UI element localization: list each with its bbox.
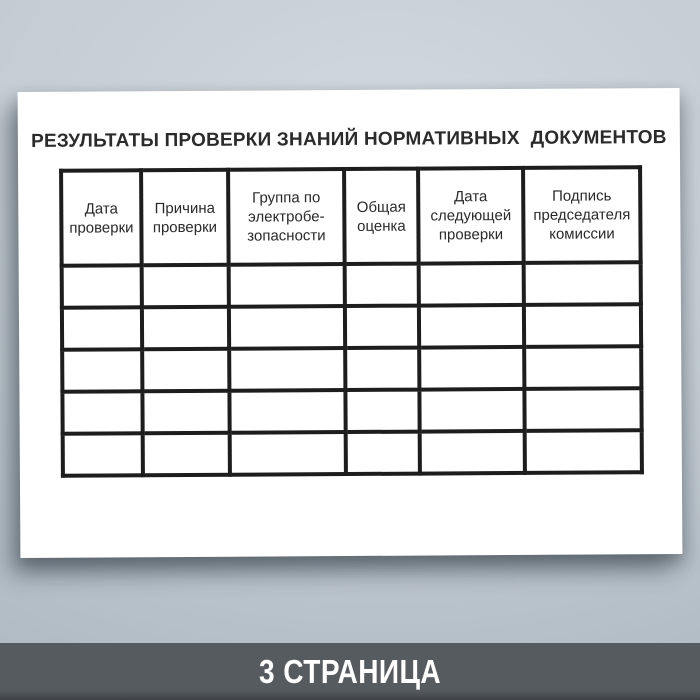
empty-cell: [420, 431, 525, 474]
column-header-chair-signature: Подпись председателя комиссии: [523, 167, 641, 263]
footer-banner: [0, 643, 700, 700]
table-header-row: [61, 167, 641, 266]
empty-cell: [525, 430, 642, 473]
column-header-next-check-date: Дата следующей проверки: [418, 168, 524, 264]
empty-cell: [229, 348, 345, 391]
empty-cell: [63, 433, 143, 475]
empty-cell: [419, 305, 524, 348]
empty-cell: [62, 349, 142, 391]
empty-cell: [62, 265, 142, 307]
empty-cell: [345, 264, 419, 306]
empty-cell: [142, 265, 229, 308]
empty-cell: [62, 391, 142, 433]
column-header-overall-grade: Общая оценка: [344, 169, 419, 264]
empty-cell: [142, 391, 229, 434]
table-row: [62, 262, 641, 308]
table-row: [62, 304, 641, 350]
document-sheet: [18, 88, 683, 558]
empty-cell: [346, 432, 420, 474]
table-body: [62, 262, 642, 476]
empty-cell: [345, 306, 419, 348]
empty-cell: [142, 307, 229, 350]
empty-cell: [524, 304, 641, 347]
empty-cell: [524, 262, 641, 305]
page-number-label: 3 СТРАНИЦА: [258, 652, 442, 690]
empty-cell: [419, 347, 524, 390]
column-header-check-date: Дата проверки: [61, 170, 142, 265]
table-row: [62, 346, 641, 392]
results-table: [59, 165, 644, 478]
empty-cell: [143, 433, 230, 476]
empty-cell: [62, 307, 142, 349]
table-row: [63, 430, 642, 476]
empty-cell: [230, 432, 346, 475]
empty-cell: [524, 346, 641, 389]
empty-cell: [419, 263, 524, 306]
empty-cell: [229, 264, 345, 307]
empty-cell: [524, 388, 641, 431]
empty-cell: [345, 348, 419, 390]
column-header-check-reason: Причина проверки: [141, 170, 229, 266]
table-row: [62, 388, 641, 434]
empty-cell: [142, 349, 229, 392]
empty-cell: [229, 306, 345, 349]
page-title: РЕЗУЛЬТАТЫ ПРОВЕРКИ ЗНАНИЙ НОРМАТИВНЫХ ДОКУМЕНТОВ: [31, 127, 667, 152]
column-header-safety-group: Группа по электробе- зопасности: [228, 169, 345, 265]
empty-cell: [229, 390, 345, 433]
empty-cell: [345, 390, 419, 432]
empty-cell: [419, 389, 524, 432]
